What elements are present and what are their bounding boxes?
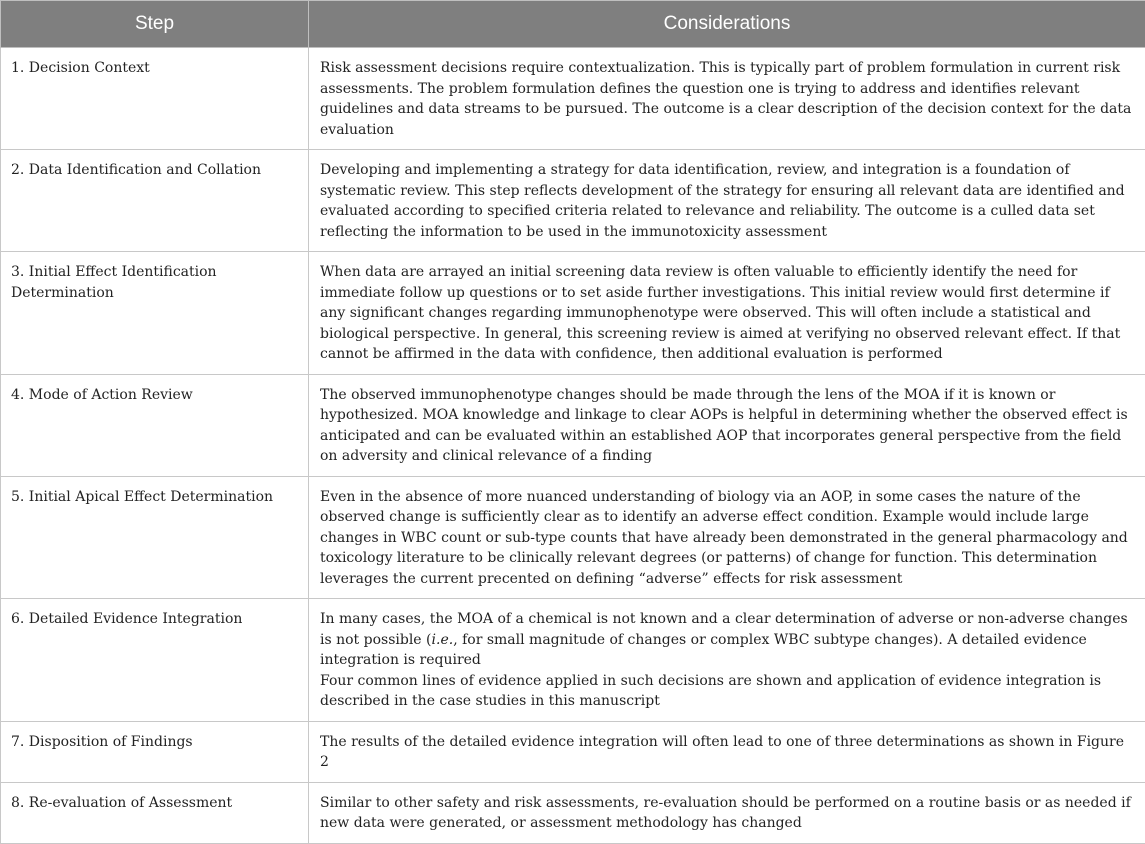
table-row [1,374,1145,476]
table-row [1,721,1145,782]
considerations-cell: When data are arrayed an initial screening data review is often valuable to efficiently identify the need for immediate follow up questions or to set aside further investigations. This initial review would first determine if any significant changes regarding immunophenotype were observed. This will often include a statistical and biological perspective. In general, this screening review is aimed at verifying no observed relevant effect. If that cannot be affirmed in the data with confidence, then additional evaluation is performed [309,252,1145,375]
table-row [1,150,1145,252]
considerations-cell [309,599,1145,722]
step-cell: 4. Mode of Action Review [1,374,309,476]
considerations-cell: Similar to other safety and risk assessments, re-evaluation should be performed on a routine basis or as needed if new data were generated, or assessment methodology has changed [309,782,1145,843]
step-cell: 3. Initial Effect Identification Determination [1,252,309,375]
considerations-cell: The observed immunophenotype changes should be made through the lens of the MOA if it is known or hypothesized. MOA knowledge and linkage to clear AOPs is helpful in determining whether the observed effect is anticipated and can be evaluated within an established AOP that incorporates general perspective from the field on adversity and clinical relevance of a finding [309,374,1145,476]
considerations-cell: Risk assessment decisions require contextualization. This is typically part of problem formulation in current risk assessments. The problem formulation defines the question one is trying to address and identifies relevant guidelines and data streams to be pursued. The outcome is a clear description of the decision context for the data evaluation [309,48,1145,150]
step-cell: 1. Decision Context [1,48,309,150]
step-cell: 7. Disposition of Findings [1,721,309,782]
considerations-cell: The results of the detailed evidence integration will often lead to one of three determinations as shown in Figure 2 [309,721,1145,782]
step-cell: 5. Initial Apical Effect Determination [1,476,309,599]
considerations-cell: Even in the absence of more nuanced understanding of biology via an AOP, in some cases the nature of the observed change is sufficiently clear as to identify an adverse effect condition. Example would include large changes in WBC count or sub-type counts that have already been demonstrated in the general pharmacology and toxicology literature to be clinically relevant degrees (or patterns) of change for function. This determination leverages the current precented on defining “adverse” effects for risk assessment [309,476,1145,599]
table-row [1,252,1145,375]
considerations-cell: Developing and implementing a strategy for data identification, review, and integration is a foundation of systematic review. This step reflects development of the strategy for ensuring all relevant data are identified and evaluated according to specified criteria related to relevance and reliability. The outcome is a culled data set reflecting the information to be used in the immunotoxicity assessment [309,150,1145,252]
header-considerations: Considerations [309,1,1145,48]
considerations-ie: i.e. [432,632,454,648]
considerations-text: In many cases, the MOA of a chemical is not known and a clear determination of adverse or non-adverse changes is not possible ( [320,611,1128,648]
table-row [1,599,1145,722]
table-row [1,782,1145,843]
table-row [1,476,1145,599]
considerations-paragraph [320,609,1137,671]
header-row [1,1,1145,48]
step-cell: 8. Re-evaluation of Assessment [1,782,309,843]
header-step: Step [1,1,309,48]
considerations-paragraph: Four common lines of evidence applied in such decisions are shown and application of evidence integration is described in the case studies in this manuscript [320,671,1137,712]
table-row [1,48,1145,150]
considerations-text: , for small magnitude of changes or complex WBC subtype changes). A detailed evidence integration is required [320,632,1087,669]
step-cell: 2. Data Identification and Collation [1,150,309,252]
table-header [1,1,1145,48]
table-body [1,48,1145,844]
step-cell: 6. Detailed Evidence Integration [1,599,309,722]
